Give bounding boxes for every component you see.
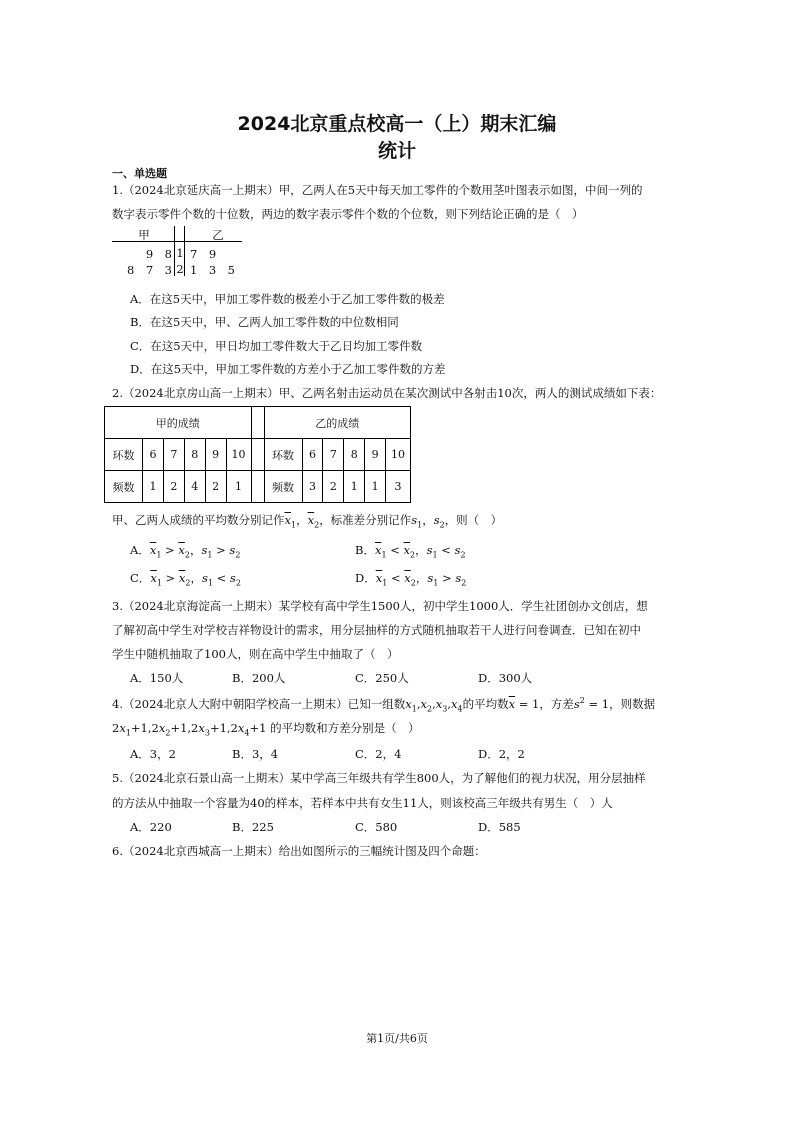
- stem-head-right: 乙: [212, 228, 224, 242]
- yi-freq-label: 频数: [264, 471, 302, 503]
- q2-option-a-label: A．: [130, 543, 150, 557]
- q2-option-d-label: D．: [355, 571, 376, 585]
- q4-option-c: C．2，4: [355, 747, 402, 761]
- jia-freq: 2: [205, 471, 226, 503]
- q4-text-c: ，方差: [539, 697, 574, 711]
- yi-ring: 7: [323, 439, 344, 471]
- stem-vline-left: [174, 226, 175, 276]
- q3-line2: 了解初高中学生对学校吉祥物设计的需求，用分层抽样的方式随机抽取若干人进行问卷调查．已知在初中: [112, 623, 641, 637]
- q2-option-c-label: C．: [130, 571, 151, 585]
- yi-freq: 2: [323, 471, 344, 503]
- q5-option-b: B．225: [232, 820, 274, 834]
- yi-ring-label: 环数: [264, 439, 302, 471]
- q4-text-b: 的平均数: [462, 697, 509, 711]
- q4-text-d: ，则数据: [609, 697, 656, 711]
- yi-freq: 3: [386, 471, 411, 503]
- q1-option-d: D．在这5天中，甲加工零件数的方差小于乙加工零件数的方差: [130, 362, 446, 376]
- stem-row1-left: 9 8: [145, 247, 172, 261]
- jia-freq: 4: [184, 471, 205, 503]
- jia-freq: 2: [163, 471, 184, 503]
- q3-option-b: B．200人: [232, 671, 286, 685]
- table-gap: [251, 471, 264, 503]
- q2-line1: 2.（2024北京房山高一上期末）甲、乙两名射击运动员在某次测试中各射击10次，两人的测试成绩如下表：: [112, 386, 662, 400]
- q4-line2: $2x_1+1,2x_2+1,2x_3+1,2x_4+1$ 的平均数和方差分别是（ ）: [112, 721, 420, 738]
- q3-option-d: D．300人: [478, 671, 533, 685]
- stem-row2-right: 1 3 5: [190, 263, 235, 277]
- table-gap: [251, 407, 264, 439]
- jia-freq: 1: [226, 471, 251, 503]
- q4-text-e: 的平均数和方差分别是（ ）: [270, 721, 420, 735]
- q3-line3: 学生中随机抽取了100人，则在高中学生中抽取了（ ）: [112, 647, 399, 661]
- jia-ring: 8: [184, 439, 205, 471]
- q2-option-d: D．$\overline{x}_1 < \overline{x}_2$，$s_1 > s_2$: [355, 571, 467, 588]
- yi-freq: 1: [344, 471, 365, 503]
- page-title: 2024北京重点校高一（上）期末汇编: [237, 113, 557, 135]
- jia-title: 甲的成绩: [105, 407, 252, 439]
- stem-row2-stem: 2: [176, 262, 184, 276]
- table-gap: [251, 439, 264, 471]
- q2-line2: 甲、乙两人成绩的平均数分别记作$\overline{x}_1$，$\overline{x}_2$，标准差分别记作$s_1$，$s_2$，则（ ）: [112, 513, 503, 530]
- q3-option-a: A．150人: [130, 671, 184, 685]
- score-table: [104, 406, 411, 503]
- q2-option-b-label: B．: [355, 543, 375, 557]
- q2-text-a: 甲、乙两人成绩的平均数分别记作: [112, 513, 285, 527]
- q5-line1: 5.（2024北京石景山高一上期末）某中学高三年级共有学生800人，为了解他们的视力状况，用分层抽样: [112, 771, 646, 785]
- jia-ring-label: 环数: [105, 439, 143, 471]
- q4-line1: 4.（2024北京人大附中朝阳学校高一上期末）已知一组数$x_1,x_2,x_3,x_4$的平均数$\overline{x} = 1$，方差$s^2 = 1$，则数据: [112, 696, 656, 714]
- stem-hline: [112, 241, 242, 242]
- section-heading: 一、单选题: [112, 167, 167, 180]
- yi-title: 乙的成绩: [264, 407, 411, 439]
- q1-line1: 1.（2024北京延庆高一上期末）甲，乙两人在5天中每天加工零件的个数用茎叶图表示如图，中间一列的: [112, 183, 643, 197]
- jia-freq-label: 频数: [105, 471, 143, 503]
- jia-ring: 6: [143, 439, 164, 471]
- q2-text-b: ，标准差分别记作: [319, 513, 412, 527]
- stem-head-left: 甲: [138, 228, 150, 242]
- q1-option-b: B．在这5天中，甲、乙两人加工零件数的中位数相同: [130, 315, 399, 329]
- q5-line2: 的方法从中抽取一个容量为40的样本，若样本中共有女生11人，则该校高三年级共有男生（ ）人: [112, 796, 613, 810]
- yi-ring: 6: [302, 439, 323, 471]
- jia-ring: 7: [163, 439, 184, 471]
- stem-vline-right: [184, 226, 185, 276]
- q1-option-c: C．在这5天中，甲日均加工零件数大于乙日均加工零件数: [130, 339, 423, 353]
- q4-option-a: A．3，2: [130, 747, 176, 761]
- q2-option-a: A．$\overline{x}_1 > \overline{x}_2$，$s_1 > s_2$: [130, 543, 241, 560]
- jia-ring: 10: [226, 439, 251, 471]
- yi-ring: 10: [386, 439, 411, 471]
- q5-option-c: C．580: [355, 820, 398, 834]
- jia-ring: 9: [205, 439, 226, 471]
- q2-option-b: B．$\overline{x}_1 < \overline{x}_2$，$s_1 < s_2$: [355, 543, 466, 560]
- page-footer: 第1页/共6页: [366, 1032, 428, 1045]
- q4-option-b: B．3，4: [232, 747, 279, 761]
- q4-text-a: 4.（2024北京人大附中朝阳学校高一上期末）已知一组数: [112, 697, 406, 711]
- q1-option-a: A．在这5天中，甲加工零件数的极差小于乙加工零件数的极差: [130, 292, 445, 306]
- q2-text-c: ，则（ ）: [444, 513, 503, 527]
- q5-option-a: A．220: [130, 820, 172, 834]
- page-subtitle: 统计: [377, 140, 416, 162]
- stem-row1-right: 7 9: [190, 247, 217, 261]
- jia-freq: 1: [143, 471, 164, 503]
- q5-option-d: D．585: [478, 820, 521, 834]
- yi-ring: 9: [365, 439, 386, 471]
- q1-line2: 数字表示零件个数的十位数，两边的数字表示零件个数的个位数，则下列结论正确的是（ ）: [112, 207, 584, 221]
- q6-line1: 6.（2024北京西城高一上期末）给出如图所示的三幅统计图及四个命题：: [112, 844, 486, 858]
- yi-freq: 3: [302, 471, 323, 503]
- q4-option-d: D．2，2: [478, 747, 525, 761]
- q2-option-c: C．$\overline{x}_1 > \overline{x}_2$，$s_1 < s_2$: [130, 571, 241, 588]
- stem-row1-stem: 1: [176, 246, 184, 260]
- q3-option-c: C．250人: [355, 671, 409, 685]
- q3-line1: 3.（2024北京海淀高一上期末）某学校有高中学生1500人，初中学生1000人．学生社团创办文创店，想: [112, 599, 648, 613]
- yi-ring: 8: [344, 439, 365, 471]
- yi-freq: 1: [365, 471, 386, 503]
- stem-row2-left: 8 7 3: [127, 263, 172, 277]
